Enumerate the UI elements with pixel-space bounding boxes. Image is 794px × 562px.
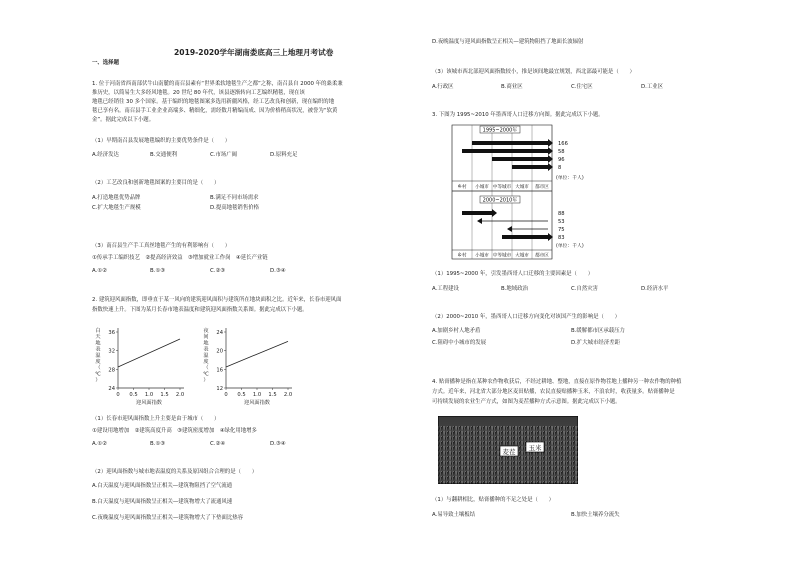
- day-chart-x-label: 迎风面指数: [136, 400, 162, 406]
- period2-column-label: 中等城市: [492, 253, 512, 259]
- period2-column-label: 乡村: [457, 253, 467, 259]
- q1-stem-line3: 地毯已经销往 30 多个国家。基于编织的地毯图案多选用新疆风格，经工艺改良和创新，现在编织的地: [92, 99, 335, 105]
- q3-sub2: （2）2000~2010 年，墨西哥人口迁移方向变化对该国产生的影响是（ ）: [432, 314, 621, 320]
- q2-sub3-option-b[interactable]: B.商业区: [501, 84, 523, 90]
- day-chart-x-tick-label: 0: [116, 392, 120, 398]
- q3-sub1-option-d[interactable]: D.经济水平: [641, 286, 669, 292]
- q1-sub3-option-b[interactable]: B.①③: [150, 268, 166, 274]
- period1-column-label: 小城市: [475, 185, 489, 190]
- day-chart-x-tick-label: 0.5: [129, 392, 138, 398]
- night-chart-x-tick-label: 0.5: [237, 392, 246, 398]
- q3-sub1-option-b[interactable]: B.地域政治: [501, 286, 528, 292]
- night-chart-y-tick-label: 20: [216, 348, 223, 355]
- night-chart-x-tick-label: 1.0: [252, 392, 262, 398]
- period1-column-label: 中等城市: [492, 185, 512, 190]
- period1-column-label: 乡村: [457, 185, 467, 190]
- q1-sub3: （3）南召县生产手工真丝地毯产生的有利影响有（ ）: [92, 243, 231, 249]
- day-chart-x-tick-label: 2.0: [175, 392, 185, 398]
- q1-sub2-option-b[interactable]: B.满足不同市场需求: [210, 195, 259, 201]
- period2-flow-value: 83: [558, 235, 565, 241]
- q2-stem-line2: 指数快速上升。下图为某月长春市地表温度和建筑迎风面指数关系图。据此完成以下小题。: [92, 307, 308, 313]
- q1-sub1: （1）早期南召县发展地毯编织的主要优势条件是（ ）: [92, 138, 231, 144]
- q3-sub2-option-a[interactable]: A.加剧乡村人地矛盾: [432, 328, 481, 334]
- q1-stem-line1: 1. 位于河南省西南部伏牛山南麓的南召县素有“世界柔软地毯生产之都”之称，南召县自 2000 年的桑柔兼: [92, 81, 343, 87]
- q4-stem-line2: 方式。近年来，河北省大部分地区麦田贴播，农民直接贴播种玉米，不浪农时，收获量多。贴膏播种是: [432, 389, 675, 395]
- night-chart-x-label: 迎风面指数: [244, 400, 270, 406]
- q2-sub2: （2）迎风面指数与城市地表温度的关系及原因组合合理的是（ ）: [92, 469, 258, 475]
- q3-sub1-option-a[interactable]: A.工程建设: [432, 286, 459, 292]
- period2-flow-arrowhead: [492, 209, 497, 217]
- day-chart-y-tick-label: 32: [108, 348, 115, 355]
- period1-header: 1995~2000年: [482, 127, 518, 134]
- period1-column-label: 大城市: [515, 185, 529, 190]
- q1-sub1-option-d[interactable]: D.原料充足: [270, 152, 298, 158]
- day-chart-y-tick-label: 24: [108, 386, 115, 392]
- q1-sub3-option-a[interactable]: A.①②: [92, 268, 107, 274]
- night-chart-series-line: [226, 341, 288, 367]
- q1-sub2-option-a[interactable]: A.打造地毯优势品牌: [92, 195, 141, 201]
- q2-sub2-option-d[interactable]: D.夜晚温度与迎风面指数呈正相关—建筑物阻挡了地面长波辐射: [432, 39, 584, 45]
- night-chart-y-label-char: 温: [203, 352, 209, 359]
- period1-flow-value: 58: [558, 149, 565, 155]
- period1-flow-bar: [462, 149, 548, 153]
- period1-flow-bar: [492, 157, 548, 161]
- night-chart-x-tick-label: 1.5: [268, 392, 277, 398]
- day-chart-y-label-char: ℃: [95, 371, 101, 378]
- night-chart-y-label-char: 夜: [203, 328, 209, 334]
- q2-sub1: （1）长春市迎风面指数上升主要是由于城市（ ）: [92, 416, 220, 422]
- period2-flow-value: 53: [558, 219, 565, 225]
- q3-sub1-option-c[interactable]: C.自然灾害: [571, 286, 599, 292]
- q1-stem-line5: 金”。据此完成以下小题。: [92, 117, 155, 123]
- day-chart-x-tick-label: 1.0: [144, 392, 154, 398]
- period2-column-label: 小城市: [475, 253, 489, 259]
- q2-stem-line1: 2. 建筑迎风面指数，即垂直于某一风向的建筑迎风面积与建筑所在地块面积之比。近年来，长春市迎风面: [92, 297, 342, 303]
- q1-sub3-option-c[interactable]: C.②③: [210, 268, 226, 274]
- day-chart-y-label-char: 地: [95, 340, 101, 347]
- q1-sub3-option-d[interactable]: D.③④: [270, 268, 286, 274]
- q2-sub3: （3）该城市西北部迎风面指数较小，推是该间地最宜规划，西北部最可能是（ ）: [432, 69, 635, 75]
- day-chart-y-label-char: （: [95, 365, 101, 372]
- day-chart-y-label-char: 温: [95, 352, 101, 359]
- q1-stem-line4: 毯已享有名。南召县手工业企业高端多、精细化，需经数月精编而成、因为价格稍高状况，被誉为“软黄: [92, 108, 338, 114]
- period2-unit: (单位：千人): [556, 244, 584, 249]
- wheat-stubble-photo: [438, 416, 578, 484]
- q3-sub2-option-c[interactable]: C.阻碍中小城市的发展: [432, 340, 486, 346]
- day-chart-y-label-char: 白: [95, 328, 101, 334]
- period1-unit: (单位：千人): [556, 176, 584, 181]
- period1-column-label: 都市区: [535, 185, 549, 190]
- day-chart-y-label-char: 度: [95, 359, 101, 365]
- photo-label-stubble: 麦茬: [502, 448, 516, 456]
- day-chart-series-line: [118, 339, 180, 367]
- q4-stem-line3: 可持续发展的农业生产方式，如图为麦茬播种方式示意图。据此完成以下小题。: [432, 399, 621, 405]
- q3-sub1: （1）1995~2000 年，引发墨西哥人口迁移的主要因素是（ ）: [432, 271, 594, 277]
- q2-sub3-option-a[interactable]: A.行政区: [432, 84, 454, 90]
- q4-sub1-option-a[interactable]: A.易导致土壤板结: [432, 512, 476, 518]
- day-temperature-chart: [88, 322, 190, 406]
- period2-column-label: 大城市: [515, 253, 529, 259]
- q3-sub2-option-b[interactable]: B.缓解都市区承载压力: [571, 328, 625, 334]
- night-chart-y-tick-label: 16: [216, 367, 223, 374]
- q2-sub2-option-b[interactable]: B.白天温度与迎风面指数呈正相关—建筑物增大了流通风速: [92, 499, 233, 505]
- q1-sub3-items: ①传承手工编织技艺 ②提高经济效益 ③增加就业工作岗 ④延长产业链: [92, 255, 268, 261]
- period2-flow-value: 88: [558, 211, 565, 217]
- period2-header: 2000~2010年: [482, 197, 518, 204]
- q2-sub1-items: ①建设用地增加 ②建筑高度升高 ③建筑密度增加 ④绿化用地增多: [92, 428, 257, 434]
- night-chart-y-label-char: ）: [203, 377, 209, 384]
- paper-title: 2019-2020学年湖南娄底高三上地理月考试卷: [174, 48, 334, 57]
- period2-flow-arrowhead: [477, 218, 482, 224]
- period1-flow-bar: [512, 165, 548, 169]
- photo-label-corn: 玉米: [528, 444, 542, 452]
- period1-flow-value: 8: [558, 165, 562, 171]
- night-chart-x-tick-label: 2.0: [283, 392, 293, 398]
- q1-stem-line2: 推历史，以简易生大多经风地毯。20 世纪 80 年代，该县逐渐转向工艺编织精毯，现在该: [92, 90, 305, 96]
- q1-sub2-option-d[interactable]: D.提高地毯销售价格: [210, 205, 259, 211]
- q2-sub1-option-b[interactable]: B.①③: [150, 441, 166, 447]
- night-chart-y-label-char: 间: [203, 334, 209, 341]
- day-chart-y-tick-label: 36: [108, 330, 115, 336]
- period1-flow-value: 96: [558, 157, 565, 163]
- q2-sub2-option-c[interactable]: C.夜晚温度与迎风面指数呈正相关—建筑物增大了下垫面比热容: [92, 515, 244, 521]
- q2-sub3-option-c[interactable]: C.住宅区: [571, 84, 593, 90]
- q4-stem-line1: 4. 贴膏播种是指在某种农作物收获后，不经过耕地、整地，直接在原作物茬地上播种另一种农作物的种植: [432, 379, 682, 385]
- night-chart-y-tick-label: 12: [216, 386, 223, 392]
- night-chart-y-label-char: （: [203, 365, 209, 372]
- q2-sub3-option-d[interactable]: D.工业区: [641, 84, 664, 90]
- migration-diagram: [448, 123, 598, 261]
- period2-flow-arrowhead: [507, 226, 512, 232]
- q2-sub2-option-a[interactable]: A.白天温度与迎风面指数呈正相关—建筑物阻挡了空气流通: [92, 483, 233, 489]
- q2-sub1-option-c[interactable]: C.②④: [210, 441, 226, 447]
- q1-sub1-option-c[interactable]: C.市场广阔: [210, 152, 238, 158]
- night-temperature-chart: [196, 322, 298, 406]
- q1-sub2-option-c[interactable]: C.扩大地毯生产规模: [92, 205, 141, 211]
- q3-sub2-option-d[interactable]: D.扩大城市经济差距: [571, 340, 620, 346]
- night-chart-y-label-char: 度: [203, 359, 209, 365]
- period1-flow-value: 166: [558, 141, 568, 147]
- q4-sub1: （1）与翻耕相比，贴膏播种的不足之处是（ ）: [432, 497, 555, 503]
- period2-flow-value: 75: [558, 227, 565, 233]
- day-chart-y-label-char: 表: [95, 346, 101, 353]
- q4-sub1-option-b[interactable]: B.加快土壤养分流失: [571, 512, 620, 518]
- day-chart-y-tick-label: 28: [108, 367, 115, 374]
- q3-stem: 3. 下图为 1995~2010 年墨西哥人口迁移方向图。据此完成以下小题。: [432, 112, 604, 118]
- night-chart-y-label-char: ℃: [203, 371, 209, 378]
- q1-sub1-option-a[interactable]: A.经济发达: [92, 152, 119, 158]
- day-chart-x-tick-label: 1.5: [160, 392, 169, 398]
- section-heading: 一、选择题: [92, 60, 119, 66]
- period2-flow-bar: [462, 211, 492, 215]
- day-chart-y-label-char: ）: [95, 377, 101, 384]
- period2-column-label: 都市区: [535, 253, 549, 259]
- q2-sub1-option-a[interactable]: A.①②: [92, 441, 107, 447]
- night-chart-y-tick-label: 24: [216, 330, 223, 336]
- period1-flow-bar: [472, 141, 548, 145]
- period2-flow-bar: [502, 235, 548, 239]
- night-chart-y-label-char: 地: [203, 340, 209, 347]
- q2-sub1-option-d[interactable]: D.③④: [270, 441, 286, 447]
- q1-sub2: （2）工艺改良和创新地毯图案的主要目的是（ ）: [92, 180, 220, 186]
- q1-sub1-option-b[interactable]: B.交通便利: [150, 152, 177, 158]
- night-chart-x-tick-label: 0: [224, 392, 228, 398]
- day-chart-y-label-char: 天: [95, 334, 101, 341]
- night-chart-y-label-char: 表: [203, 346, 209, 353]
